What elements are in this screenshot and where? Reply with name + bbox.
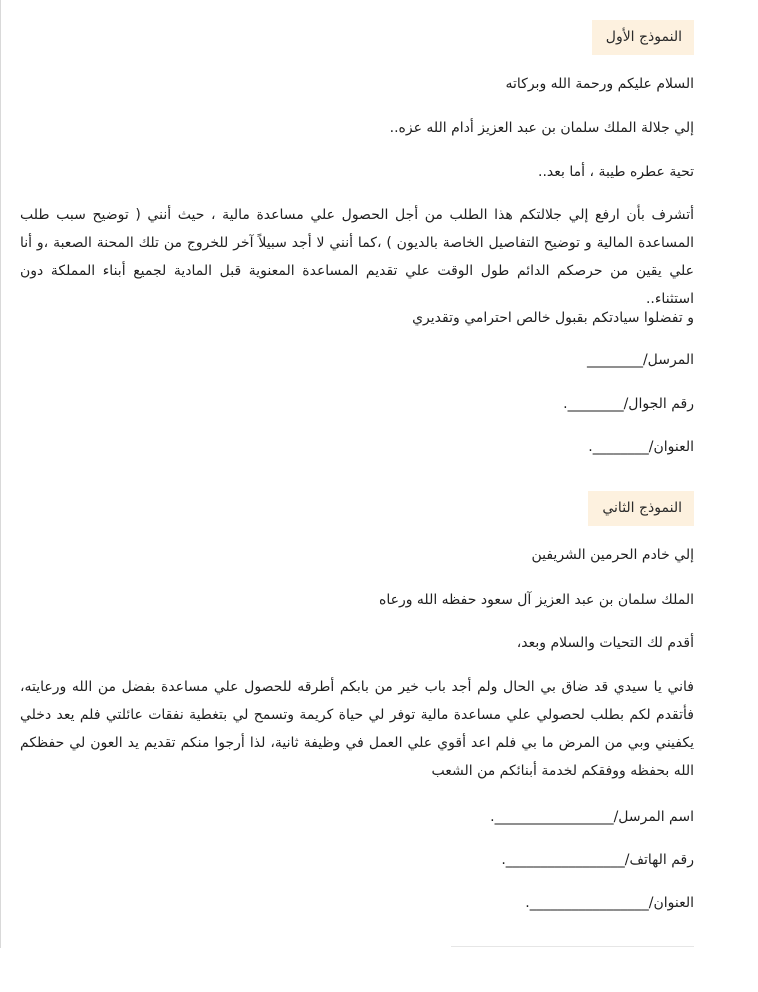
model2-phone: رقم الهاتف/_________________. (501, 852, 694, 868)
model1-body: أتشرف بأن ارفع إلي جلالتكم هذا الطلب من أجل الحصول علي مساعدة مالية ، حيث أنني ( توضيح سبب طلب المساعدة المالية و توضيح التفاصيل الخاصة بالديون ) ،كما أنني لا أجد سبيلاً آخر للخروج من تلك المحنة الصعبة ،و أنا علي يقين من حرصكم الدائم طول الوقت علي تقديم المساعدة المعنوية قبل المادية لجميع أبناء المملكة دون استثناء.. (20, 207, 694, 307)
model1-salutation: تحية عطره طيبة ، أما بعد.. (538, 164, 694, 180)
model1-addressee: إلي جلالة الملك سلمان بن عبد العزيز أدام الله عزه.. (389, 120, 694, 136)
model1-address: العنوان/________. (588, 439, 694, 455)
page-left-border (0, 0, 1, 948)
model2-body: فاني يا سيدي قد ضاق بي الحال ولم أجد باب خير من بابكم أطرقه للحصول علي مساعدة بفضل من الله ورعايته، فأتقدم لكم بطلب لحصولي علي مساعدة مالية توفر لي حياة كريمة وتسمح لي بتغطية نفقات عائلتي فلم يعد دخلي يكفيني وبي من المرض ما بي فلم اعد أقوي علي العمل في وظيفة ثانية، لذا أرجوا منكم تقديم يد العون لي حفظكم الله بحفظه ووفقكم لخدمة أبنائكم من الشعب (20, 679, 694, 779)
model1-closing: و تفضلوا سيادتكم بقبول خالص احترامي وتقديري (412, 310, 694, 326)
model2-sender-name: اسم المرسل/_________________. (490, 809, 694, 825)
model2-salutation: أقدم لك التحيات والسلام وبعد، (516, 635, 694, 651)
model1-greeting: السلام عليكم ورحمة الله وبركاته (505, 76, 694, 92)
model1-sender: المرسل/________ (586, 352, 694, 368)
model1-mobile: رقم الجوال/________. (563, 396, 694, 412)
model2-heading: النموذج الثاني (588, 491, 694, 526)
section-divider (451, 946, 694, 947)
model2-addressee-name: الملك سلمان بن عبد العزيز آل سعود حفظه الله ورعاه (379, 592, 694, 608)
model1-heading: النموذج الأول (592, 20, 694, 55)
model2-address: العنوان/_________________. (525, 895, 694, 911)
model2-addressee-title: إلي خادم الحرمين الشريفين (531, 547, 694, 563)
